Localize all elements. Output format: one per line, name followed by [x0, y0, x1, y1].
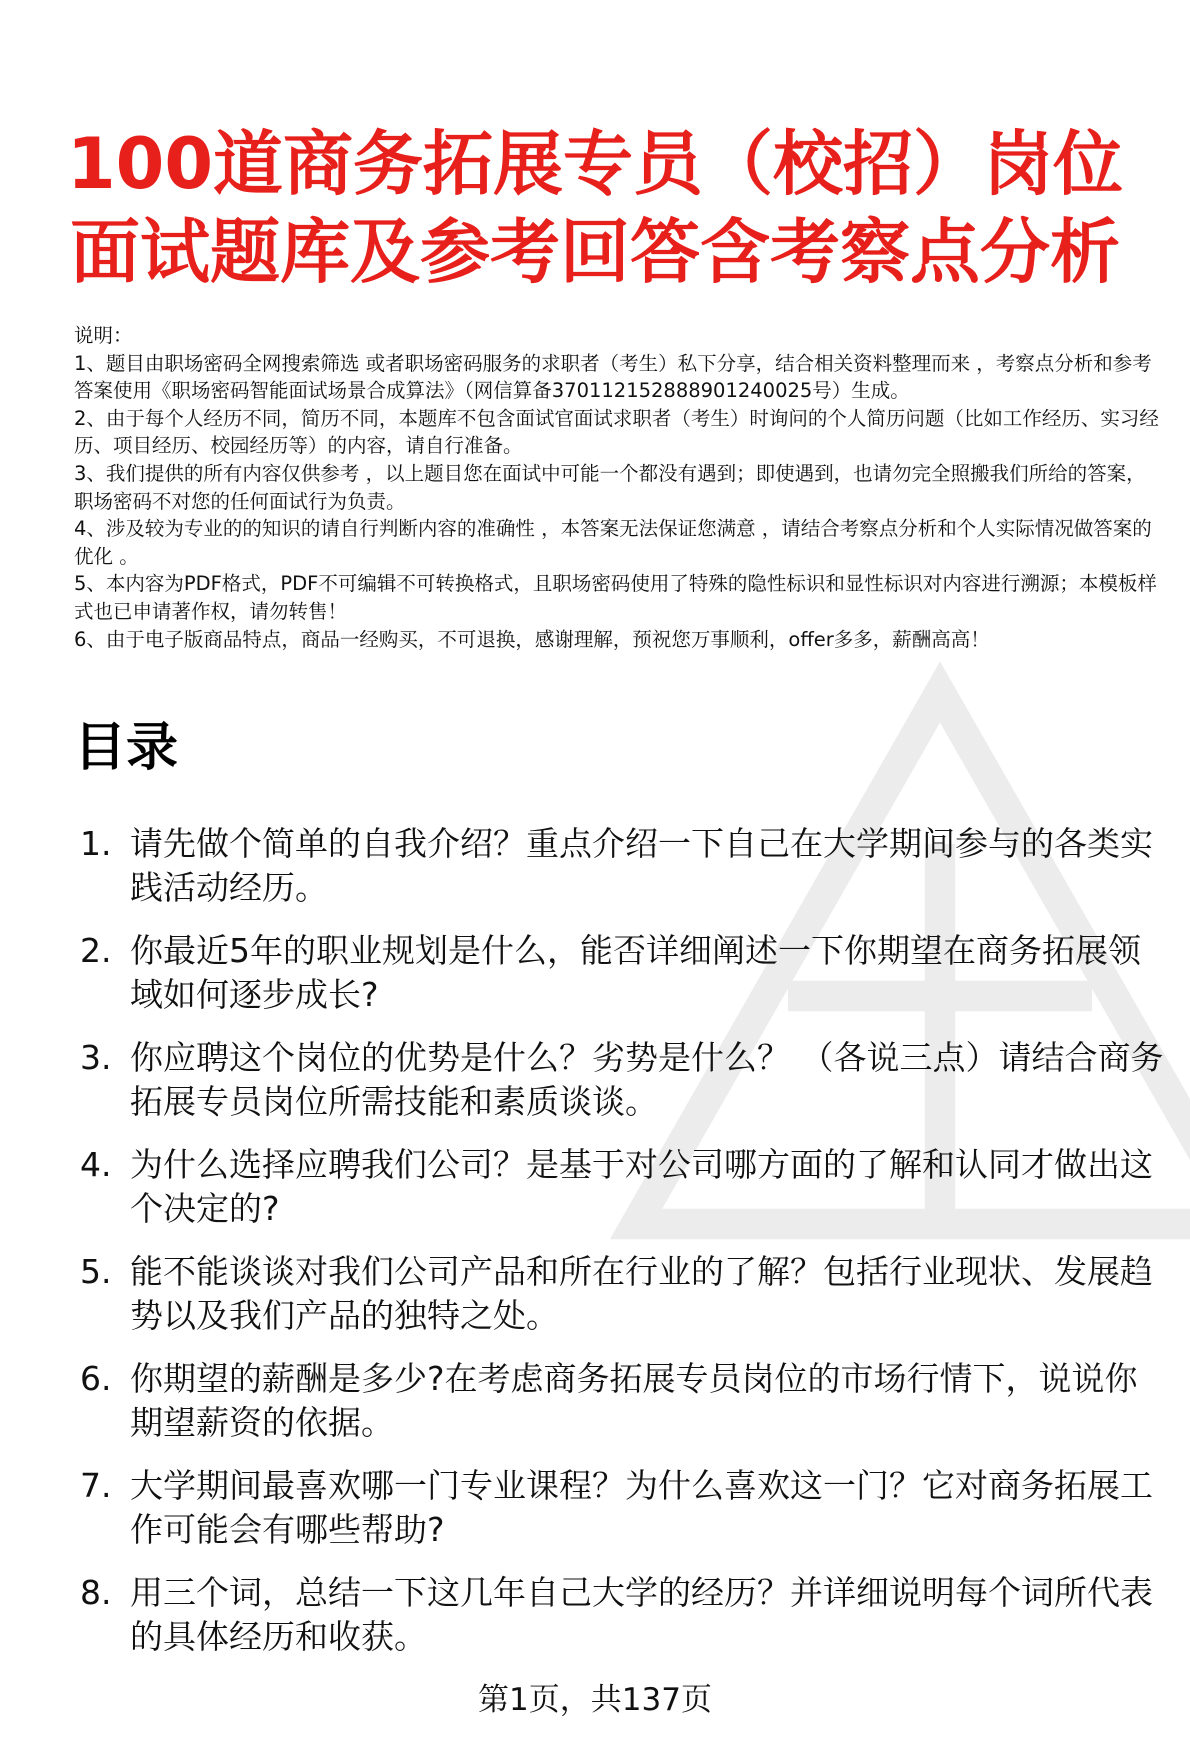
toc-list — [74, 822, 1164, 1678]
toc-item-text: 用三个词，总结一下这几年自己大学的经历？并详细说明每个词所代表的具体经历和收获。 — [130, 1573, 1153, 1656]
note-item: 3、我们提供的所有内容仅供参考 ，以上题目您在面试中可能一个都没有遇到；即使遇到，也请勿完全照搬我们所给的答案，职场密码不对您的任何面试行为负责。 — [74, 461, 1146, 513]
note-item: 6、由于电子版商品特点，商品一经购买，不可退换，感谢理解，预祝您万事顺利，offer多多，薪酬高高！ — [74, 627, 990, 651]
toc-item-number: 4. — [80, 1145, 112, 1184]
notes-heading: 说明： — [74, 324, 133, 347]
toc-item-number: 1. — [80, 824, 112, 863]
toc-item — [74, 1571, 1164, 1659]
toc-item-text: 为什么选择应聘我们公司？是基于对公司哪方面的了解和认同才做出这个决定的? — [130, 1145, 1153, 1228]
page-number-footer: 第1页，共137页 — [478, 1682, 712, 1718]
note-item: 2、由于每个人经历不同，简历不同，本题库不包含面试官面试求职者（考生）时询问的个人简历问题（比如工作经历、实习经历、项目经历、校园经历等）的内容，请自行准备。 — [74, 406, 1159, 458]
toc-item — [74, 1250, 1164, 1338]
notes-section — [74, 322, 1164, 653]
note-item: 4、涉及较为专业的的知识的请自行判断内容的准确性 ，本答案无法保证您满意 ，请结合考察点分析和个人实际情况做答案的优化 。 — [74, 517, 1152, 568]
toc-item-text: 大学期间最喜欢哪一门专业课程？为什么喜欢这一门？它对商务拓展工作可能会有哪些帮助? — [130, 1466, 1153, 1549]
toc-item-number: 2. — [80, 931, 112, 970]
toc-item-text: 你最近5年的职业规划是什么，能否详细阐述一下你期望在商务拓展领域如何逐步成长? — [130, 931, 1141, 1014]
toc-item-number: 7. — [80, 1466, 112, 1505]
toc-item — [74, 1143, 1164, 1231]
note-item: 5、本内容为PDF格式，PDF不可编辑不可转换格式，且职场密码使用了特殊的隐性标识和显性标识对内容进行溯源；本模板样式也已申请著作权，请勿转售！ — [74, 572, 1157, 623]
document-title: 100道商务拓展专员（校招）岗位面试题库及参考回答含考察点分析 — [66, 123, 1124, 293]
toc-item-text: 你应聘这个岗位的优势是什么？劣势是什么？ （各说三点）请结合商务拓展专员岗位所需技能和素质谈谈。 — [130, 1038, 1164, 1121]
toc-item — [74, 929, 1164, 1017]
toc-item-number: 5. — [80, 1252, 112, 1291]
toc-item — [74, 1464, 1164, 1552]
toc-item-text: 请先做个简单的自我介绍？重点介绍一下自己在大学期间参与的各类实践活动经历。 — [130, 824, 1153, 907]
toc-item-number: 8. — [80, 1573, 112, 1612]
toc-item-text: 能不能谈谈对我们公司产品和所在行业的了解？包括行业现状、发展趋势以及我们产品的独特之处。 — [130, 1252, 1153, 1335]
toc-item-number: 3. — [80, 1038, 112, 1077]
note-item: 1、题目由职场密码全网搜索筛选 或者职场密码服务的求职者（考生）私下分享，结合相关资料整理而来 ，考察点分析和参考答案使用《职场密码智能面试场景合成算法》（网信算备370112152888901240025号）生成。 — [74, 351, 1152, 403]
toc-heading: 目录 — [74, 718, 179, 778]
toc-item — [74, 1036, 1164, 1124]
toc-item — [74, 1357, 1164, 1445]
toc-item-text: 你期望的薪酬是多少?在考虑商务拓展专员岗位的市场行情下，说说你期望薪资的依据。 — [130, 1359, 1138, 1442]
toc-item — [74, 822, 1164, 910]
toc-item-number: 6. — [80, 1359, 112, 1398]
